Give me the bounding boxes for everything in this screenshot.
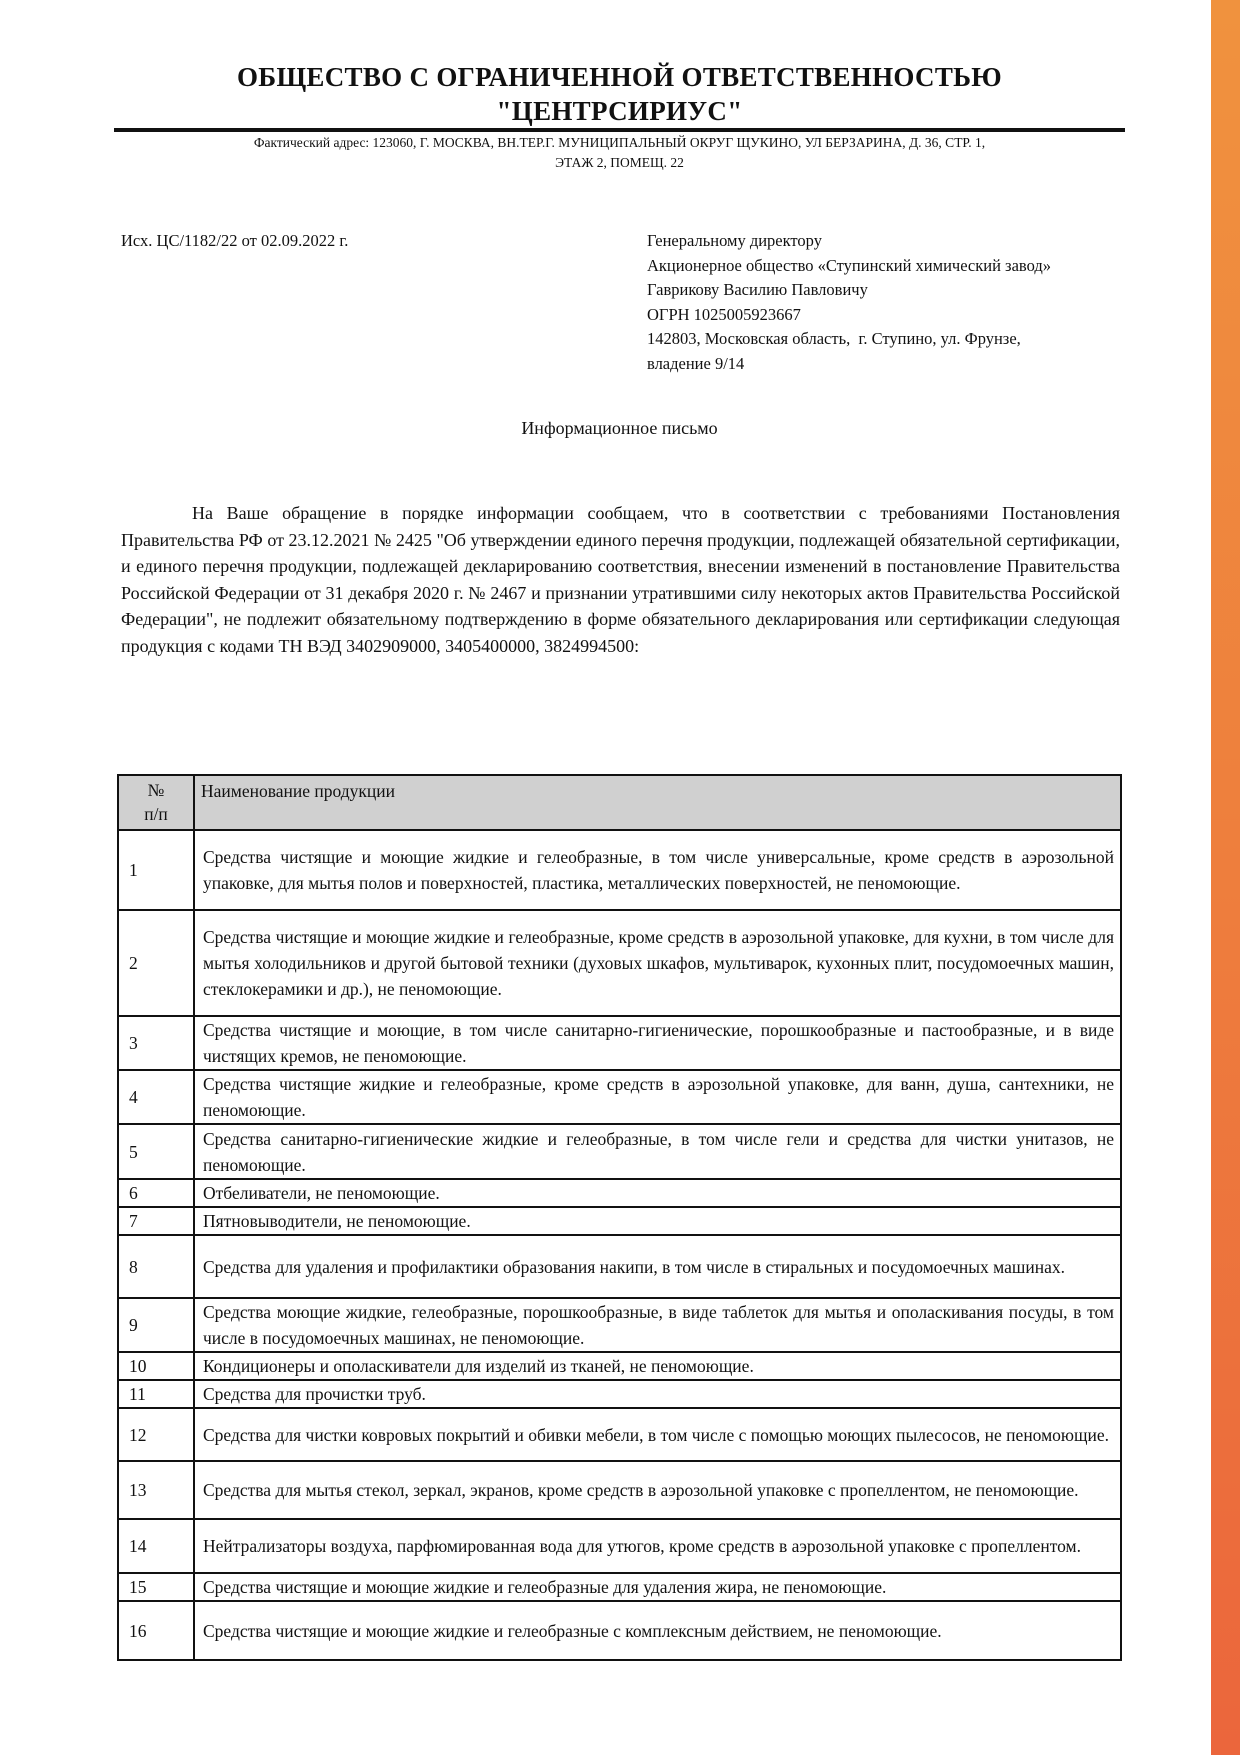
- product-name: Пятновыводители, не пеномоющие.: [194, 1207, 1121, 1235]
- table-row: [118, 1352, 1121, 1380]
- table-row: [118, 1573, 1121, 1601]
- table-row: [118, 1124, 1121, 1179]
- row-number: 8: [118, 1235, 194, 1298]
- column-header-product-name: Наименование продукции: [194, 775, 1121, 830]
- product-name: Средства для мытья стекол, зеркал, экранов, кроме средств в аэрозольной упаковке с пропеллентом, не пеномоющие.: [194, 1461, 1121, 1519]
- recipient-address-line2: владение 9/14: [647, 353, 745, 373]
- recipient-organization: Акционерное общество «Ступинский химический завод»: [647, 255, 1051, 275]
- table-row: [118, 1519, 1121, 1573]
- table-row: [118, 1070, 1121, 1124]
- product-name: Средства чистящие и моющие жидкие и гелеобразные, в том числе универсальные, кроме средств в аэрозольной упаковке, для мытья полов и поверхностей, пластика, металлических поверхностей, не пеномоющие.: [194, 830, 1121, 910]
- company-address: [114, 133, 1125, 173]
- company-address-line1: Фактический адрес: 123060, Г. МОСКВА, ВН.ТЕР.Г. МУНИЦИПАЛЬНЫЙ ОКРУГ ЩУКИНО, УЛ БЕРЗАРИНА, Д. 36, СТР. 1,: [253, 135, 986, 150]
- row-number: 4: [118, 1070, 194, 1124]
- table-row: [118, 1207, 1121, 1235]
- row-number: 11: [118, 1380, 194, 1408]
- table-row: [118, 830, 1121, 910]
- row-number: 3: [118, 1016, 194, 1070]
- header-divider: [114, 128, 1125, 132]
- table-row: [118, 1601, 1121, 1660]
- product-name: Средства для прочистки труб.: [194, 1380, 1121, 1408]
- decorative-side-stripe: [1211, 0, 1240, 1755]
- row-number: 5: [118, 1124, 194, 1179]
- table-row: [118, 1016, 1121, 1070]
- row-number: 6: [118, 1179, 194, 1207]
- recipient-position: Генеральному директору: [647, 231, 822, 250]
- product-name: Средства для удаления и профилактики образования накипи, в том числе в стиральных и посудомоечных машинах.: [194, 1235, 1121, 1298]
- row-number: 15: [118, 1573, 194, 1601]
- products-table: [117, 774, 1122, 1661]
- product-name: Средства чистящие и моющие жидкие и гелеобразные с комплексным действием, не пеномоющие.: [194, 1601, 1121, 1660]
- company-name: [114, 60, 1125, 128]
- row-number: 2: [118, 910, 194, 1016]
- outgoing-reference: Исх. ЦС/1182/22 от 02.09.2022 г.: [121, 231, 349, 250]
- table-header-row: [118, 775, 1121, 830]
- product-name: Средства чистящие жидкие и гелеобразные, кроме средств в аэрозольной упаковке, для ванн, душа, сантехники, не пеномоющие.: [194, 1070, 1121, 1124]
- product-name: Средства санитарно-гигиенические жидкие и гелеобразные, в том числе гели и средства для чистки унитазов, не пеномоющие.: [194, 1124, 1121, 1179]
- table-row: [118, 1179, 1121, 1207]
- product-name: Средства чистящие и моющие, в том числе санитарно-гигиенические, порошкообразные и пастообразные, и в виде чистящих кремов, не пеномоющие.: [194, 1016, 1121, 1070]
- row-number: 14: [118, 1519, 194, 1573]
- product-name: Кондиционеры и ополаскиватели для изделий из тканей, не пеномоющие.: [194, 1352, 1121, 1380]
- product-name: Средства чистящие и моющие жидкие и гелеобразные для удаления жира, не пеномоющие.: [194, 1573, 1121, 1601]
- column-header-number-line1: №: [147, 780, 165, 800]
- row-number: 13: [118, 1461, 194, 1519]
- row-number: 16: [118, 1601, 194, 1660]
- table-row: [118, 1235, 1121, 1298]
- column-header-number-line2: п/п: [144, 804, 168, 824]
- product-name: Нейтрализаторы воздуха, парфюмированная вода для утюгов, кроме средств в аэрозольной упаковке с пропеллентом.: [194, 1519, 1121, 1573]
- row-number: 7: [118, 1207, 194, 1235]
- product-name: Средства для чистки ковровых покрытий и обивки мебели, в том числе с помощью моющих пылесосов, не пеномоющие.: [194, 1408, 1121, 1461]
- company-name-line1: ОБЩЕСТВО С ОГРАНИЧЕННОЙ ОТВЕТСТВЕННОСТЬЮ: [237, 62, 1002, 92]
- table-row: [118, 1408, 1121, 1461]
- product-name: Отбеливатели, не пеномоющие.: [194, 1179, 1121, 1207]
- recipient-address-line1: 142803, Московская область, г. Ступино, ул. Фрунзе,: [647, 329, 1021, 348]
- row-number: 12: [118, 1408, 194, 1461]
- letter-body: На Ваше обращение в порядке информации сообщаем, что в соответствии с требованиями Постановления Правительства РФ от 23.12.2021 № 2425 "Об утверждении единого перечня продукции, подлежащей обязательной сертификации, и единого перечня продукции, подлежащей декларированию соответствия, внесении изменений в постановление Правительства Российской Федерации от 31 декабря 2020 г. № 2467 и признании утратившими силу некоторых актов Правительства Российской Федерации", не подлежит обязательному подтверждению в форме обязательного декларирования или сертификации следующая продукция с кодами ТН ВЭД 3402909000, 3405400000, 3824994500:: [121, 503, 1120, 656]
- product-name: Средства моющие жидкие, гелеобразные, порошкообразные, в виде таблеток для мытья и ополаскивания посуды, в том числе в посудомоечных машинах, не пеномоющие.: [194, 1298, 1121, 1352]
- letter-title: Информационное письмо: [521, 418, 718, 438]
- table-row: [118, 1298, 1121, 1352]
- recipient-person: Гаврикову Василию Павловичу: [647, 280, 868, 299]
- column-header-number: [118, 775, 194, 830]
- row-number: 10: [118, 1352, 194, 1380]
- company-address-line2: ЭТАЖ 2, ПОМЕЩ. 22: [555, 155, 684, 170]
- company-name-line2: "ЦЕНТРСИРИУС": [496, 96, 743, 126]
- row-number: 9: [118, 1298, 194, 1352]
- recipient-ogrn: ОГРН 1025005923667: [647, 304, 801, 324]
- row-number: 1: [118, 830, 194, 910]
- product-name: Средства чистящие и моющие жидкие и гелеобразные, кроме средств в аэрозольной упаковке, для кухни, в том числе для мытья холодильников и другой бытовой техники (духовых шкафов, мультиварок, кухонных плит, посудомоечных машин, стеклокерамики и др.), не пеномоющие.: [194, 910, 1121, 1016]
- table-row: [118, 1380, 1121, 1408]
- table-row: [118, 1461, 1121, 1519]
- table-row: [118, 910, 1121, 1016]
- recipient-block: [647, 229, 1051, 376]
